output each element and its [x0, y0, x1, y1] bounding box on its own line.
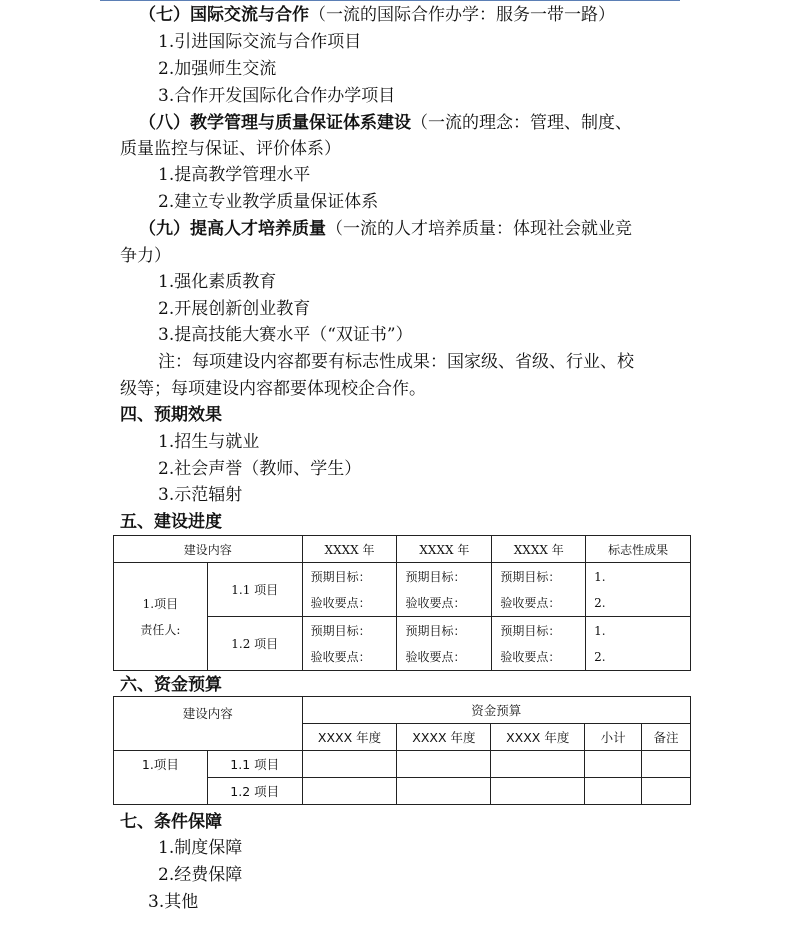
- schedule-cell: [492, 617, 586, 671]
- schedule-h-year-1: XXXX 年: [302, 536, 397, 563]
- part7-item-1: 1.制度保障: [158, 838, 243, 858]
- schedule-project-cell: [114, 563, 208, 671]
- schedule-owner-label: 责任人:: [140, 622, 181, 637]
- part4-item-3: 3.示范辐射: [158, 485, 243, 505]
- sec7-note: （一流的国际合作办学：服务一带一路）: [309, 5, 615, 25]
- budget-cell: [585, 778, 642, 805]
- check-label: 验收要点：: [500, 595, 561, 610]
- schedule-result-cell: [586, 563, 691, 617]
- schedule-sub-1: 1.1 项目: [207, 563, 302, 617]
- schedule-project-label: 1.项目: [142, 596, 179, 611]
- part4-item-2: 2.社会声誉（教师、学生）: [158, 459, 362, 479]
- part4-title: 四、预期效果: [120, 405, 222, 425]
- schedule-cell: [302, 617, 397, 671]
- sec7-heading: [139, 5, 615, 25]
- sec9-note: （一流的人才培养质量：体现社会就业竞: [326, 219, 632, 239]
- schedule-row-1: [114, 563, 691, 617]
- budget-cell: [302, 751, 397, 778]
- budget-header-row-1: [114, 697, 691, 724]
- budget-sub-1: 1.1 项目: [207, 751, 302, 778]
- part6-title: 六、资金预算: [120, 675, 222, 695]
- sec8-title: （八）教学管理与质量保证体系建设: [139, 113, 411, 133]
- budget-project: 1.项目: [114, 751, 208, 778]
- sec8-note: （一流的理念：管理、制度、: [411, 113, 632, 133]
- sec9-title: （九）提高人才培养质量: [139, 219, 326, 239]
- part7-item-3: 3.其他: [148, 892, 199, 912]
- part7-title: 七、条件保障: [120, 812, 222, 832]
- budget-h-budget: 资金预算: [302, 697, 690, 724]
- sec9-item-3: 3.提高技能大赛水平（“双证书”）: [158, 325, 413, 345]
- budget-cell: [397, 778, 491, 805]
- schedule-header-row: [114, 536, 691, 563]
- remark-line-2: 级等；每项建设内容都要体现校企合作。: [120, 379, 426, 399]
- budget-cell: [302, 778, 397, 805]
- schedule-h-year-3: XXXX 年: [492, 536, 586, 563]
- sec9-note-cont: 争力）: [120, 246, 171, 266]
- schedule-cell: [397, 563, 492, 617]
- budget-cell: [491, 778, 585, 805]
- budget-row-1: [114, 751, 691, 778]
- sec7-item-2: 2.加强师生交流: [158, 59, 277, 79]
- budget-cell: [642, 751, 691, 778]
- sec7-item-3: 3.合作开发国际化合作办学项目: [158, 86, 396, 106]
- schedule-cell: [492, 563, 586, 617]
- sec9-item-2: 2.开展创新创业教育: [158, 299, 311, 319]
- budget-cell: [491, 751, 585, 778]
- target-label: 预期目标：: [405, 569, 466, 584]
- sec8-heading: [139, 113, 632, 133]
- schedule-h-content: 建设内容: [114, 536, 303, 563]
- part7-item-2: 2.经费保障: [158, 865, 243, 885]
- schedule-sub-2: 1.2 项目: [207, 617, 302, 671]
- target-label: 预期目标：: [405, 623, 466, 638]
- result-2: 2.: [594, 649, 606, 664]
- sec9-heading: [139, 219, 632, 239]
- part5-title: 五、建设进度: [120, 512, 222, 532]
- budget-table: [113, 696, 691, 805]
- budget-sub-2: 1.2 项目: [207, 778, 302, 805]
- schedule-h-year-2: XXXX 年: [397, 536, 492, 563]
- sec8-item-2: 2.建立专业教学质量保证体系: [158, 192, 379, 212]
- check-label: 验收要点：: [310, 649, 371, 664]
- schedule-h-result: 标志性成果: [586, 536, 691, 563]
- budget-h-year-2: XXXX 年度: [397, 724, 491, 751]
- budget-h-year-1: XXXX 年度: [302, 724, 397, 751]
- schedule-table: [113, 535, 691, 671]
- budget-h-remark: 备注: [642, 724, 691, 751]
- target-label: 预期目标：: [310, 569, 371, 584]
- budget-h-year-3: XXXX 年度: [491, 724, 585, 751]
- check-label: 验收要点：: [405, 649, 466, 664]
- budget-h-subtotal: 小计: [585, 724, 642, 751]
- result-1: 1.: [594, 569, 606, 584]
- sec8-note-cont: 质量监控与保证、评价体系）: [120, 139, 341, 159]
- schedule-result-cell: [586, 617, 691, 671]
- sec7-item-1: 1.引进国际交流与合作项目: [158, 32, 362, 52]
- target-label: 预期目标：: [500, 623, 561, 638]
- sec7-title: （七）国际交流与合作: [139, 5, 309, 25]
- schedule-cell: [302, 563, 397, 617]
- check-label: 验收要点：: [310, 595, 371, 610]
- budget-h-content: 建设内容: [114, 697, 303, 751]
- check-label: 验收要点：: [500, 649, 561, 664]
- target-label: 预期目标：: [500, 569, 561, 584]
- sec9-item-1: 1.强化素质教育: [158, 272, 277, 292]
- schedule-cell: [397, 617, 492, 671]
- budget-cell: [642, 778, 691, 805]
- result-1: 1.: [594, 623, 606, 638]
- budget-cell: [585, 751, 642, 778]
- budget-row-2: [114, 778, 691, 805]
- budget-cell: [114, 778, 208, 805]
- remark-line-1: 注：每项建设内容都要有标志性成果：国家级、省级、行业、校: [158, 352, 634, 372]
- part4-item-1: 1.招生与就业: [158, 432, 260, 452]
- budget-cell: [397, 751, 491, 778]
- check-label: 验收要点：: [405, 595, 466, 610]
- sec8-item-1: 1.提高教学管理水平: [158, 165, 311, 185]
- target-label: 预期目标：: [310, 623, 371, 638]
- header-rule: [100, 0, 680, 1]
- result-2: 2.: [594, 595, 606, 610]
